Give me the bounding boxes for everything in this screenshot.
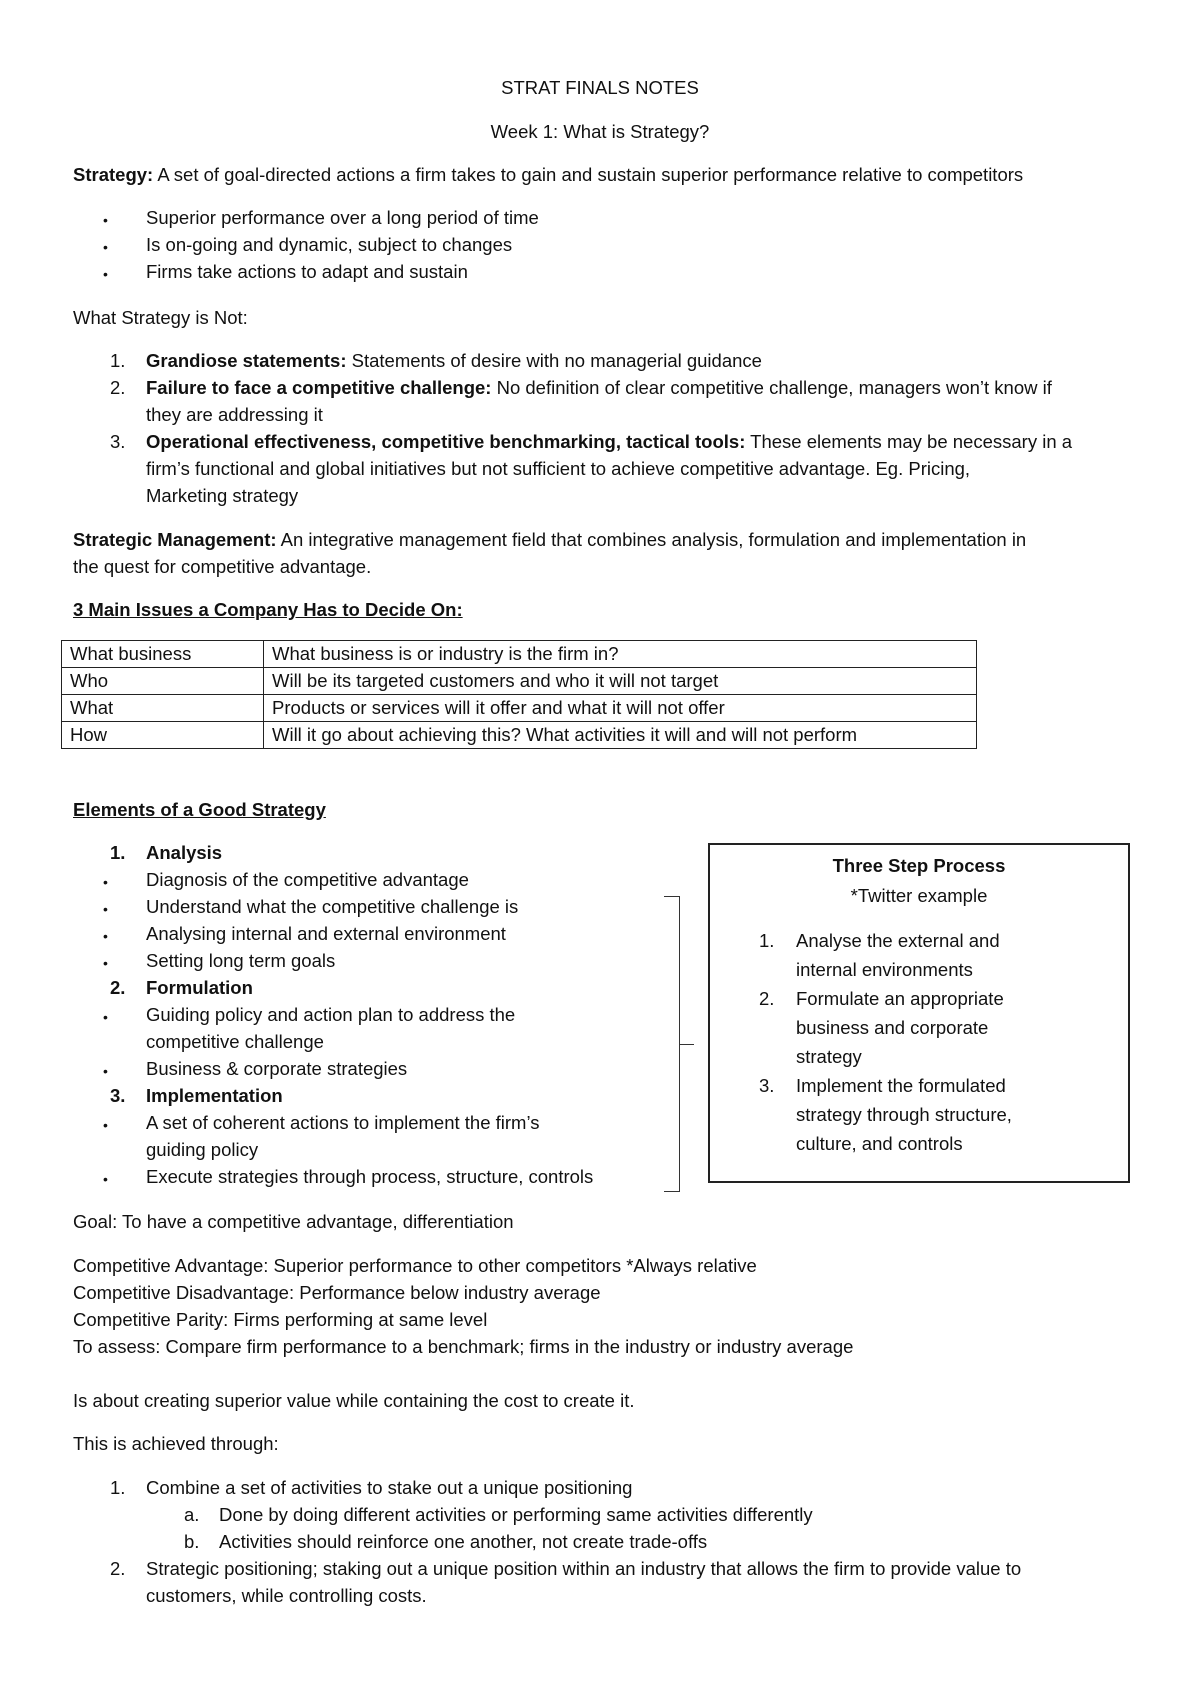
list-letter: a. <box>184 1504 200 1525</box>
process-box-title: Three Step Process <box>832 855 1006 876</box>
not-heading: What Strategy is Not: <box>73 307 248 328</box>
not-item-term: Grandiose statements: <box>146 350 347 371</box>
process-box-subtitle: *Twitter example <box>850 885 988 906</box>
table-cell: What business is or industry is the firm in? <box>264 641 977 668</box>
analysis-bullet: Analysing internal and external environment <box>146 923 506 944</box>
list-number: 3. <box>110 1085 126 1106</box>
process-step-continuation: business and corporate <box>796 1017 989 1038</box>
analysis-label: Analysis <box>146 842 223 863</box>
issues-heading: 3 Main Issues a Company Has to Decide On: <box>73 599 463 620</box>
not-item-continuation: they are addressing it <box>146 404 323 425</box>
not-item-text: No definition of clear competitive challenge, managers won’t know if <box>491 377 1052 398</box>
strategy-bullet: Firms take actions to adapt and sustain <box>146 261 468 282</box>
table-cell: Will it go about achieving this? What activities it will and will not perform <box>264 722 977 749</box>
list-number: 2. <box>759 988 775 1009</box>
competitive-line: Competitive Advantage: Superior performance to other competitors *Always relative <box>73 1255 757 1276</box>
bullet-icon: • <box>103 901 108 917</box>
goal-line: Goal: To have a competitive advantage, differentiation <box>73 1211 514 1232</box>
formulation-bullet: Guiding policy and action plan to address the <box>146 1004 516 1025</box>
table-row <box>62 668 977 695</box>
achieve-subitem: Done by doing different activities or performing same activities differently <box>219 1504 813 1525</box>
achieve-item-continuation: customers, while controlling costs. <box>146 1585 427 1606</box>
table-row <box>62 722 977 749</box>
list-number: 1. <box>110 1477 126 1498</box>
list-number: 2. <box>110 1558 126 1579</box>
bullet-icon: • <box>103 955 108 971</box>
bullet-icon: • <box>103 1063 108 1079</box>
implementation-bullet-continuation: guiding policy <box>146 1139 259 1160</box>
table-row <box>62 695 977 722</box>
week-heading: Week 1: What is Strategy? <box>490 121 710 142</box>
achieved-heading: This is achieved through: <box>73 1433 279 1454</box>
bullet-icon: • <box>103 1117 108 1133</box>
competitive-line: Competitive Disadvantage: Performance below industry average <box>73 1282 601 1303</box>
table-cell: Who <box>62 668 264 695</box>
not-item-continuation: Marketing strategy <box>146 485 299 506</box>
analysis-bullet: Diagnosis of the competitive advantage <box>146 869 469 890</box>
analysis-bullet: Setting long term goals <box>146 950 336 971</box>
bullet-icon: • <box>103 239 108 255</box>
formulation-bullet-continuation: competitive challenge <box>146 1031 324 1052</box>
bullet-icon: • <box>103 928 108 944</box>
achieve-item: Combine a set of activities to stake out a unique positioning <box>146 1477 633 1498</box>
table-cell: What business <box>62 641 264 668</box>
strategic-management-term: Strategic Management: <box>73 529 277 550</box>
analysis-bullet: Understand what the competitive challenge is <box>146 896 519 917</box>
process-step: Analyse the external and <box>796 930 1000 951</box>
strategy-text: A set of goal-directed actions a firm takes to gain and sustain superior performance relative to competitors <box>153 164 1024 185</box>
process-step-continuation: strategy <box>796 1046 862 1067</box>
process-step-continuation: internal environments <box>796 959 973 980</box>
document-title: STRAT FINALS NOTES <box>501 77 699 98</box>
strategy-bullet: Superior performance over a long period of time <box>146 207 539 228</box>
strategic-management-continuation: the quest for competitive advantage. <box>73 556 372 577</box>
not-item-term: Failure to face a competitive challenge: <box>146 377 492 398</box>
process-step: Formulate an appropriate <box>796 988 1004 1009</box>
process-step-continuation: strategy through structure, <box>796 1104 1012 1125</box>
not-item-text: These elements may be necessary in a <box>745 431 1073 452</box>
not-item <box>146 350 762 372</box>
formulation-bullet: Business & corporate strategies <box>146 1058 408 1079</box>
bullet-icon: • <box>103 266 108 282</box>
list-number: 1. <box>759 930 775 951</box>
list-number: 3. <box>110 431 126 452</box>
table-cell: Products or services will it offer and what it will not offer <box>264 695 977 722</box>
elements-heading: Elements of a Good Strategy <box>73 799 326 820</box>
achieve-subitem: Activities should reinforce one another, not create trade-offs <box>219 1531 708 1552</box>
not-item <box>146 377 1052 399</box>
table-row <box>62 641 977 668</box>
not-item-term: Operational effectiveness, competitive benchmarking, tactical tools: <box>146 431 746 452</box>
bracket-tick <box>680 1044 694 1045</box>
strategic-management-text: An integrative management field that combines analysis, formulation and implementation in <box>276 529 1027 550</box>
implementation-label: Implementation <box>146 1085 283 1106</box>
bullet-icon: • <box>103 1009 108 1025</box>
strategy-bullet: Is on-going and dynamic, subject to changes <box>146 234 513 255</box>
achieve-item: Strategic positioning; staking out a unique position within an industry that allows the firm to provide value to <box>146 1558 1022 1579</box>
list-number: 3. <box>759 1075 775 1096</box>
table-cell: Will be its targeted customers and who it will not target <box>264 668 977 695</box>
bullet-icon: • <box>103 1171 108 1187</box>
competitive-line: To assess: Compare firm performance to a benchmark; firms in the industry or industry average <box>73 1336 854 1357</box>
list-number: 1. <box>110 350 126 371</box>
three-step-process-box <box>708 843 1130 1183</box>
strategic-management-definition <box>73 529 1026 551</box>
value-line: Is about creating superior value while containing the cost to create it. <box>73 1390 635 1411</box>
table-cell: What <box>62 695 264 722</box>
formulation-label: Formulation <box>146 977 253 998</box>
table-cell: How <box>62 722 264 749</box>
issues-table <box>61 640 977 749</box>
bullet-icon: • <box>103 212 108 228</box>
list-number: 1. <box>110 842 126 863</box>
competitive-line: Competitive Parity: Firms performing at same level <box>73 1309 488 1330</box>
bracket-line <box>664 896 680 1192</box>
bullet-icon: • <box>103 874 108 890</box>
not-item-continuation: firm’s functional and global initiatives but not sufficient to achieve competitive advantage. Eg. Pricing, <box>146 458 971 479</box>
list-letter: b. <box>184 1531 200 1552</box>
not-item <box>146 431 1072 453</box>
implementation-bullet: Execute strategies through process, structure, controls <box>146 1166 594 1187</box>
implementation-bullet: A set of coherent actions to implement the firm’s <box>146 1112 540 1133</box>
process-step-continuation: culture, and controls <box>796 1133 963 1154</box>
process-step: Implement the formulated <box>796 1075 1006 1096</box>
strategy-term: Strategy: <box>73 164 154 185</box>
list-number: 2. <box>110 977 126 998</box>
strategy-definition <box>73 164 1023 186</box>
list-number: 2. <box>110 377 126 398</box>
not-item-text: Statements of desire with no managerial guidance <box>346 350 762 371</box>
